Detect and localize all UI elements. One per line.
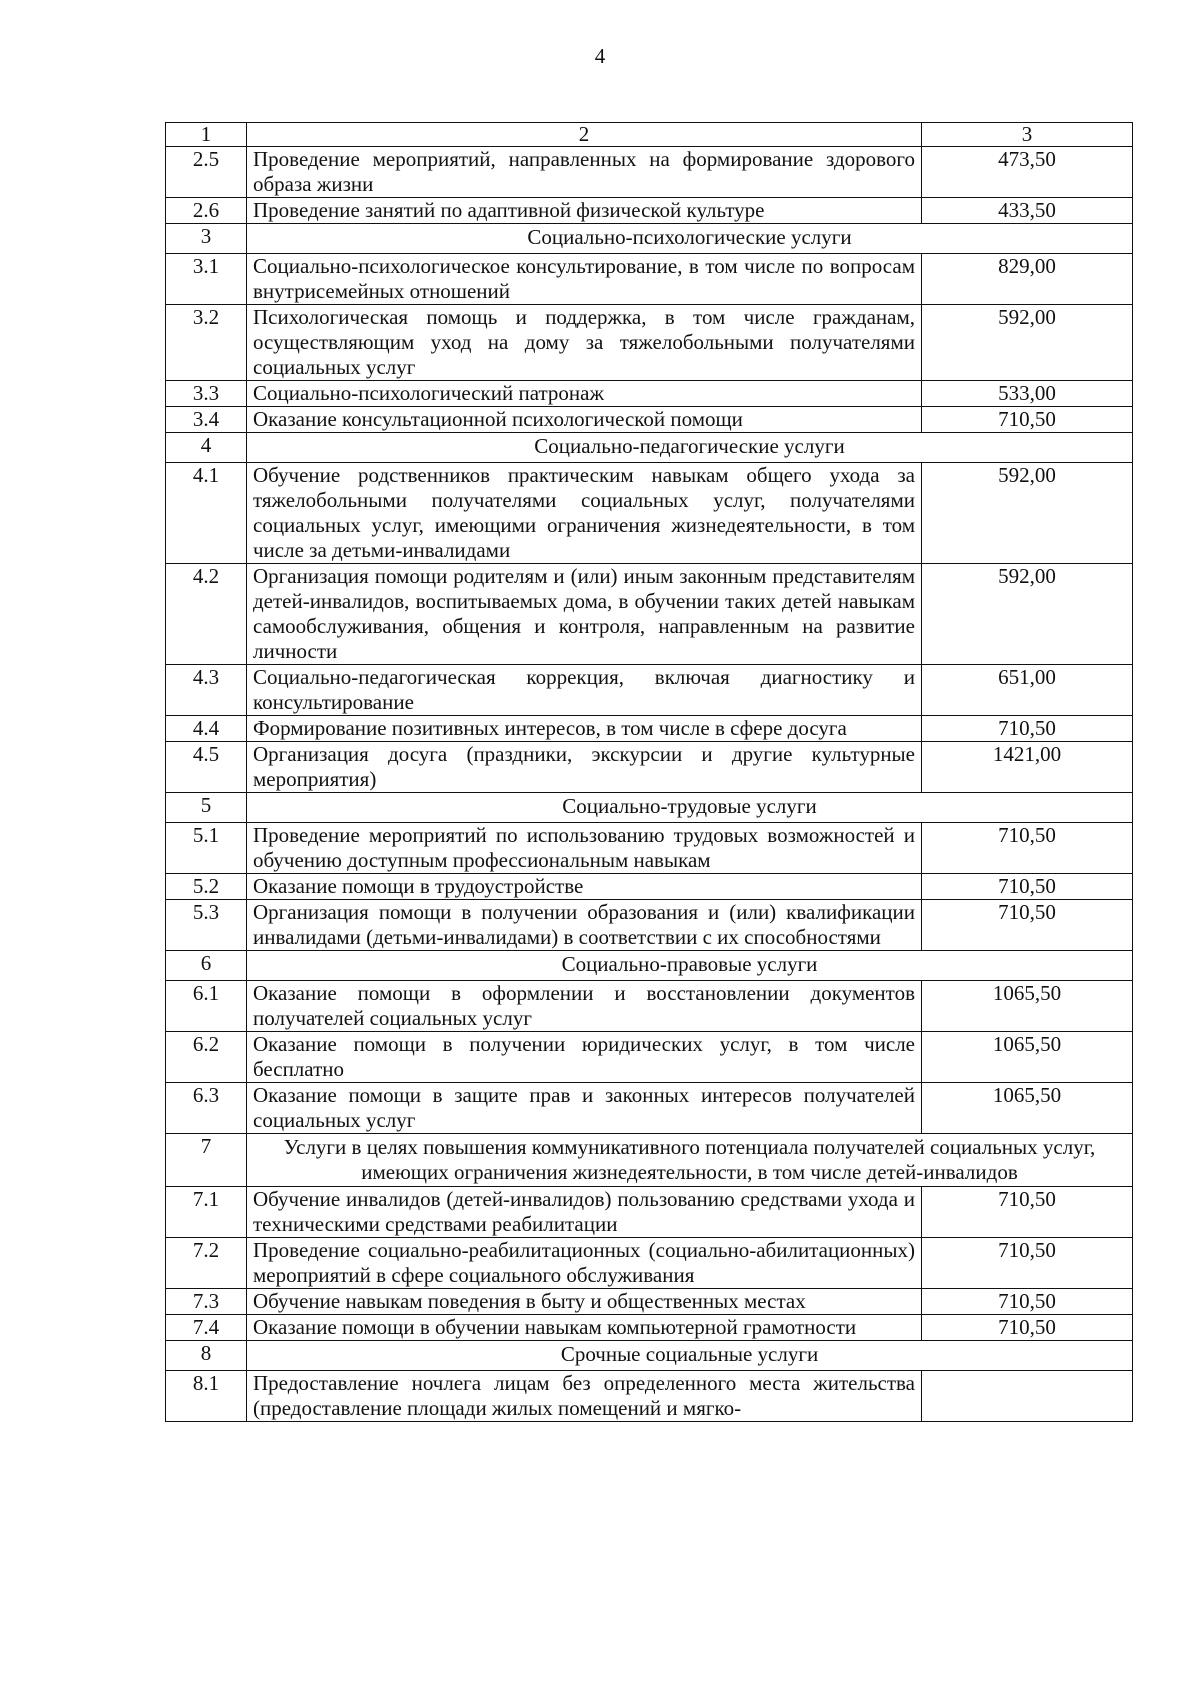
- page-number: 4: [594, 44, 606, 68]
- service-name: Обучение инвалидов (детей-инвалидов) пользованию средствами ухода и техническими средствами реабилитации: [247, 1187, 922, 1238]
- row-number: 8.1: [166, 1371, 247, 1422]
- service-name: Проведение мероприятий по использованию трудовых возможностей и обучению доступным профессиональным навыкам: [247, 823, 922, 874]
- service-row: [166, 665, 1133, 716]
- service-price: 710,50: [922, 823, 1133, 874]
- service-name: Проведение мероприятий, направленных на формирование здорового образа жизни: [247, 147, 922, 198]
- row-number: 6.2: [166, 1032, 247, 1083]
- service-row: [166, 254, 1133, 305]
- service-row: [166, 1371, 1133, 1422]
- service-row: [166, 1083, 1133, 1134]
- service-price: 710,50: [922, 1315, 1133, 1341]
- service-row: [166, 407, 1133, 433]
- service-row: [166, 198, 1133, 224]
- service-name: Проведение занятий по адаптивной физической культуре: [247, 198, 922, 224]
- service-name: Социально-педагогическая коррекция, включая диагностику и консультирование: [247, 665, 922, 716]
- service-price: 433,50: [922, 198, 1133, 224]
- service-price: 1065,50: [922, 981, 1133, 1032]
- section-row: [166, 1341, 1133, 1371]
- service-row: [166, 147, 1133, 198]
- service-price: 710,50: [922, 874, 1133, 900]
- service-price: 592,00: [922, 305, 1133, 381]
- service-row: [166, 1289, 1133, 1315]
- service-price: 1065,50: [922, 1032, 1133, 1083]
- service-row: [166, 1032, 1133, 1083]
- table-header-row: [166, 123, 1133, 147]
- section-row: [166, 1134, 1133, 1187]
- section-title: Социально-трудовые услуги: [247, 793, 1133, 823]
- service-name: Оказание помощи в обучении навыкам компьютерной грамотности: [247, 1315, 922, 1341]
- service-row: [166, 564, 1133, 665]
- row-number: 4.3: [166, 665, 247, 716]
- section-row: [166, 793, 1133, 823]
- service-name: Организация помощи родителям и (или) иным законным представителям детей-инвалидов, воспитываемых дома, в обучении таких детей навыкам самообслуживания, общения и контроля, направленным на развитие личности: [247, 564, 922, 665]
- row-number: 3: [166, 224, 247, 254]
- services-tariff-table: [165, 122, 1133, 1422]
- row-number: 8: [166, 1341, 247, 1371]
- service-name: Оказание помощи в защите прав и законных интересов получателей социальных услуг: [247, 1083, 922, 1134]
- header-col-1: 1: [166, 123, 247, 147]
- service-price: [922, 1371, 1133, 1422]
- row-number: 7: [166, 1134, 247, 1187]
- row-number: 6: [166, 951, 247, 981]
- service-row: [166, 1187, 1133, 1238]
- header-col-2: 2: [247, 123, 922, 147]
- service-row: [166, 900, 1133, 951]
- row-number: 3.4: [166, 407, 247, 433]
- service-price: 1421,00: [922, 742, 1133, 793]
- service-price: 1065,50: [922, 1083, 1133, 1134]
- row-number: 4.4: [166, 716, 247, 742]
- service-price: 710,50: [922, 1238, 1133, 1289]
- service-row: [166, 742, 1133, 793]
- service-price: 829,00: [922, 254, 1133, 305]
- header-col-3: 3: [922, 123, 1133, 147]
- service-price: 710,50: [922, 900, 1133, 951]
- row-number: 6.1: [166, 981, 247, 1032]
- row-number: 2.6: [166, 198, 247, 224]
- service-name: Психологическая помощь и поддержка, в том числе гражданам, осуществляющим уход на дому за тяжелобольными получателями социальных услуг: [247, 305, 922, 381]
- row-number: 4.2: [166, 564, 247, 665]
- section-row: [166, 433, 1133, 463]
- service-name: Организация помощи в получении образования и (или) квалификации инвалидами (детьми-инвалидами) в соответствии с их способностями: [247, 900, 922, 951]
- row-number: 4.5: [166, 742, 247, 793]
- section-row: [166, 224, 1133, 254]
- service-name: Формирование позитивных интересов, в том числе в сфере досуга: [247, 716, 922, 742]
- service-row: [166, 981, 1133, 1032]
- row-number: 6.3: [166, 1083, 247, 1134]
- service-price: 710,50: [922, 1289, 1133, 1315]
- section-title: Услуги в целях повышения коммуникативного потенциала получателей социальных услуг, имеющих ограничения жизнедеятельности, в том числе детей-инвалидов: [247, 1134, 1133, 1187]
- section-title: Социально-психологические услуги: [247, 224, 1133, 254]
- service-row: [166, 716, 1133, 742]
- row-number: 5.2: [166, 874, 247, 900]
- service-name: Социально-психологический патронаж: [247, 381, 922, 407]
- section-title: Срочные социальные услуги: [247, 1341, 1133, 1371]
- service-row: [166, 1315, 1133, 1341]
- row-number: 3.2: [166, 305, 247, 381]
- row-number: 7.2: [166, 1238, 247, 1289]
- row-number: 4: [166, 433, 247, 463]
- service-name: Предоставление ночлега лицам без определенного места жительства (предоставление площади жилых помещений и мягко-: [247, 1371, 922, 1422]
- section-title: Социально-правовые услуги: [247, 951, 1133, 981]
- service-price: 592,00: [922, 564, 1133, 665]
- row-number: 3.3: [166, 381, 247, 407]
- service-name: Оказание помощи в получении юридических услуг, в том числе бесплатно: [247, 1032, 922, 1083]
- service-price: 592,00: [922, 463, 1133, 564]
- service-name: Социально-психологическое консультирование, в том числе по вопросам внутрисемейных отношений: [247, 254, 922, 305]
- row-number: 7.1: [166, 1187, 247, 1238]
- service-row: [166, 463, 1133, 564]
- row-number: 5.1: [166, 823, 247, 874]
- service-name: Оказание помощи в оформлении и восстановлении документов получателей социальных услуг: [247, 981, 922, 1032]
- service-row: [166, 823, 1133, 874]
- row-number: 2.5: [166, 147, 247, 198]
- service-name: Обучение родственников практическим навыкам общего ухода за тяжелобольными получателями социальных услуг, получателями социальных услуг, имеющими ограничения жизнедеятельности, в том числе за детьми-инвалидами: [247, 463, 922, 564]
- service-name: Оказание консультационной психологической помощи: [247, 407, 922, 433]
- section-row: [166, 951, 1133, 981]
- row-number: 7.3: [166, 1289, 247, 1315]
- row-number: 3.1: [166, 254, 247, 305]
- section-title: Социально-педагогические услуги: [247, 433, 1133, 463]
- row-number: 5: [166, 793, 247, 823]
- service-row: [166, 381, 1133, 407]
- service-row: [166, 305, 1133, 381]
- service-name: Оказание помощи в трудоустройстве: [247, 874, 922, 900]
- row-number: 5.3: [166, 900, 247, 951]
- service-price: 533,00: [922, 381, 1133, 407]
- service-name: Организация досуга (праздники, экскурсии и другие культурные мероприятия): [247, 742, 922, 793]
- row-number: 4.1: [166, 463, 247, 564]
- service-price: 710,50: [922, 1187, 1133, 1238]
- service-name: Обучение навыкам поведения в быту и общественных местах: [247, 1289, 922, 1315]
- table-body: [166, 123, 1133, 1422]
- service-price: 651,00: [922, 665, 1133, 716]
- service-price: 710,50: [922, 716, 1133, 742]
- row-number: 7.4: [166, 1315, 247, 1341]
- service-row: [166, 874, 1133, 900]
- service-price: 473,50: [922, 147, 1133, 198]
- service-price: 710,50: [922, 407, 1133, 433]
- service-row: [166, 1238, 1133, 1289]
- service-name: Проведение социально-реабилитационных (социально-абилитационных) мероприятий в сфере социального обслуживания: [247, 1238, 922, 1289]
